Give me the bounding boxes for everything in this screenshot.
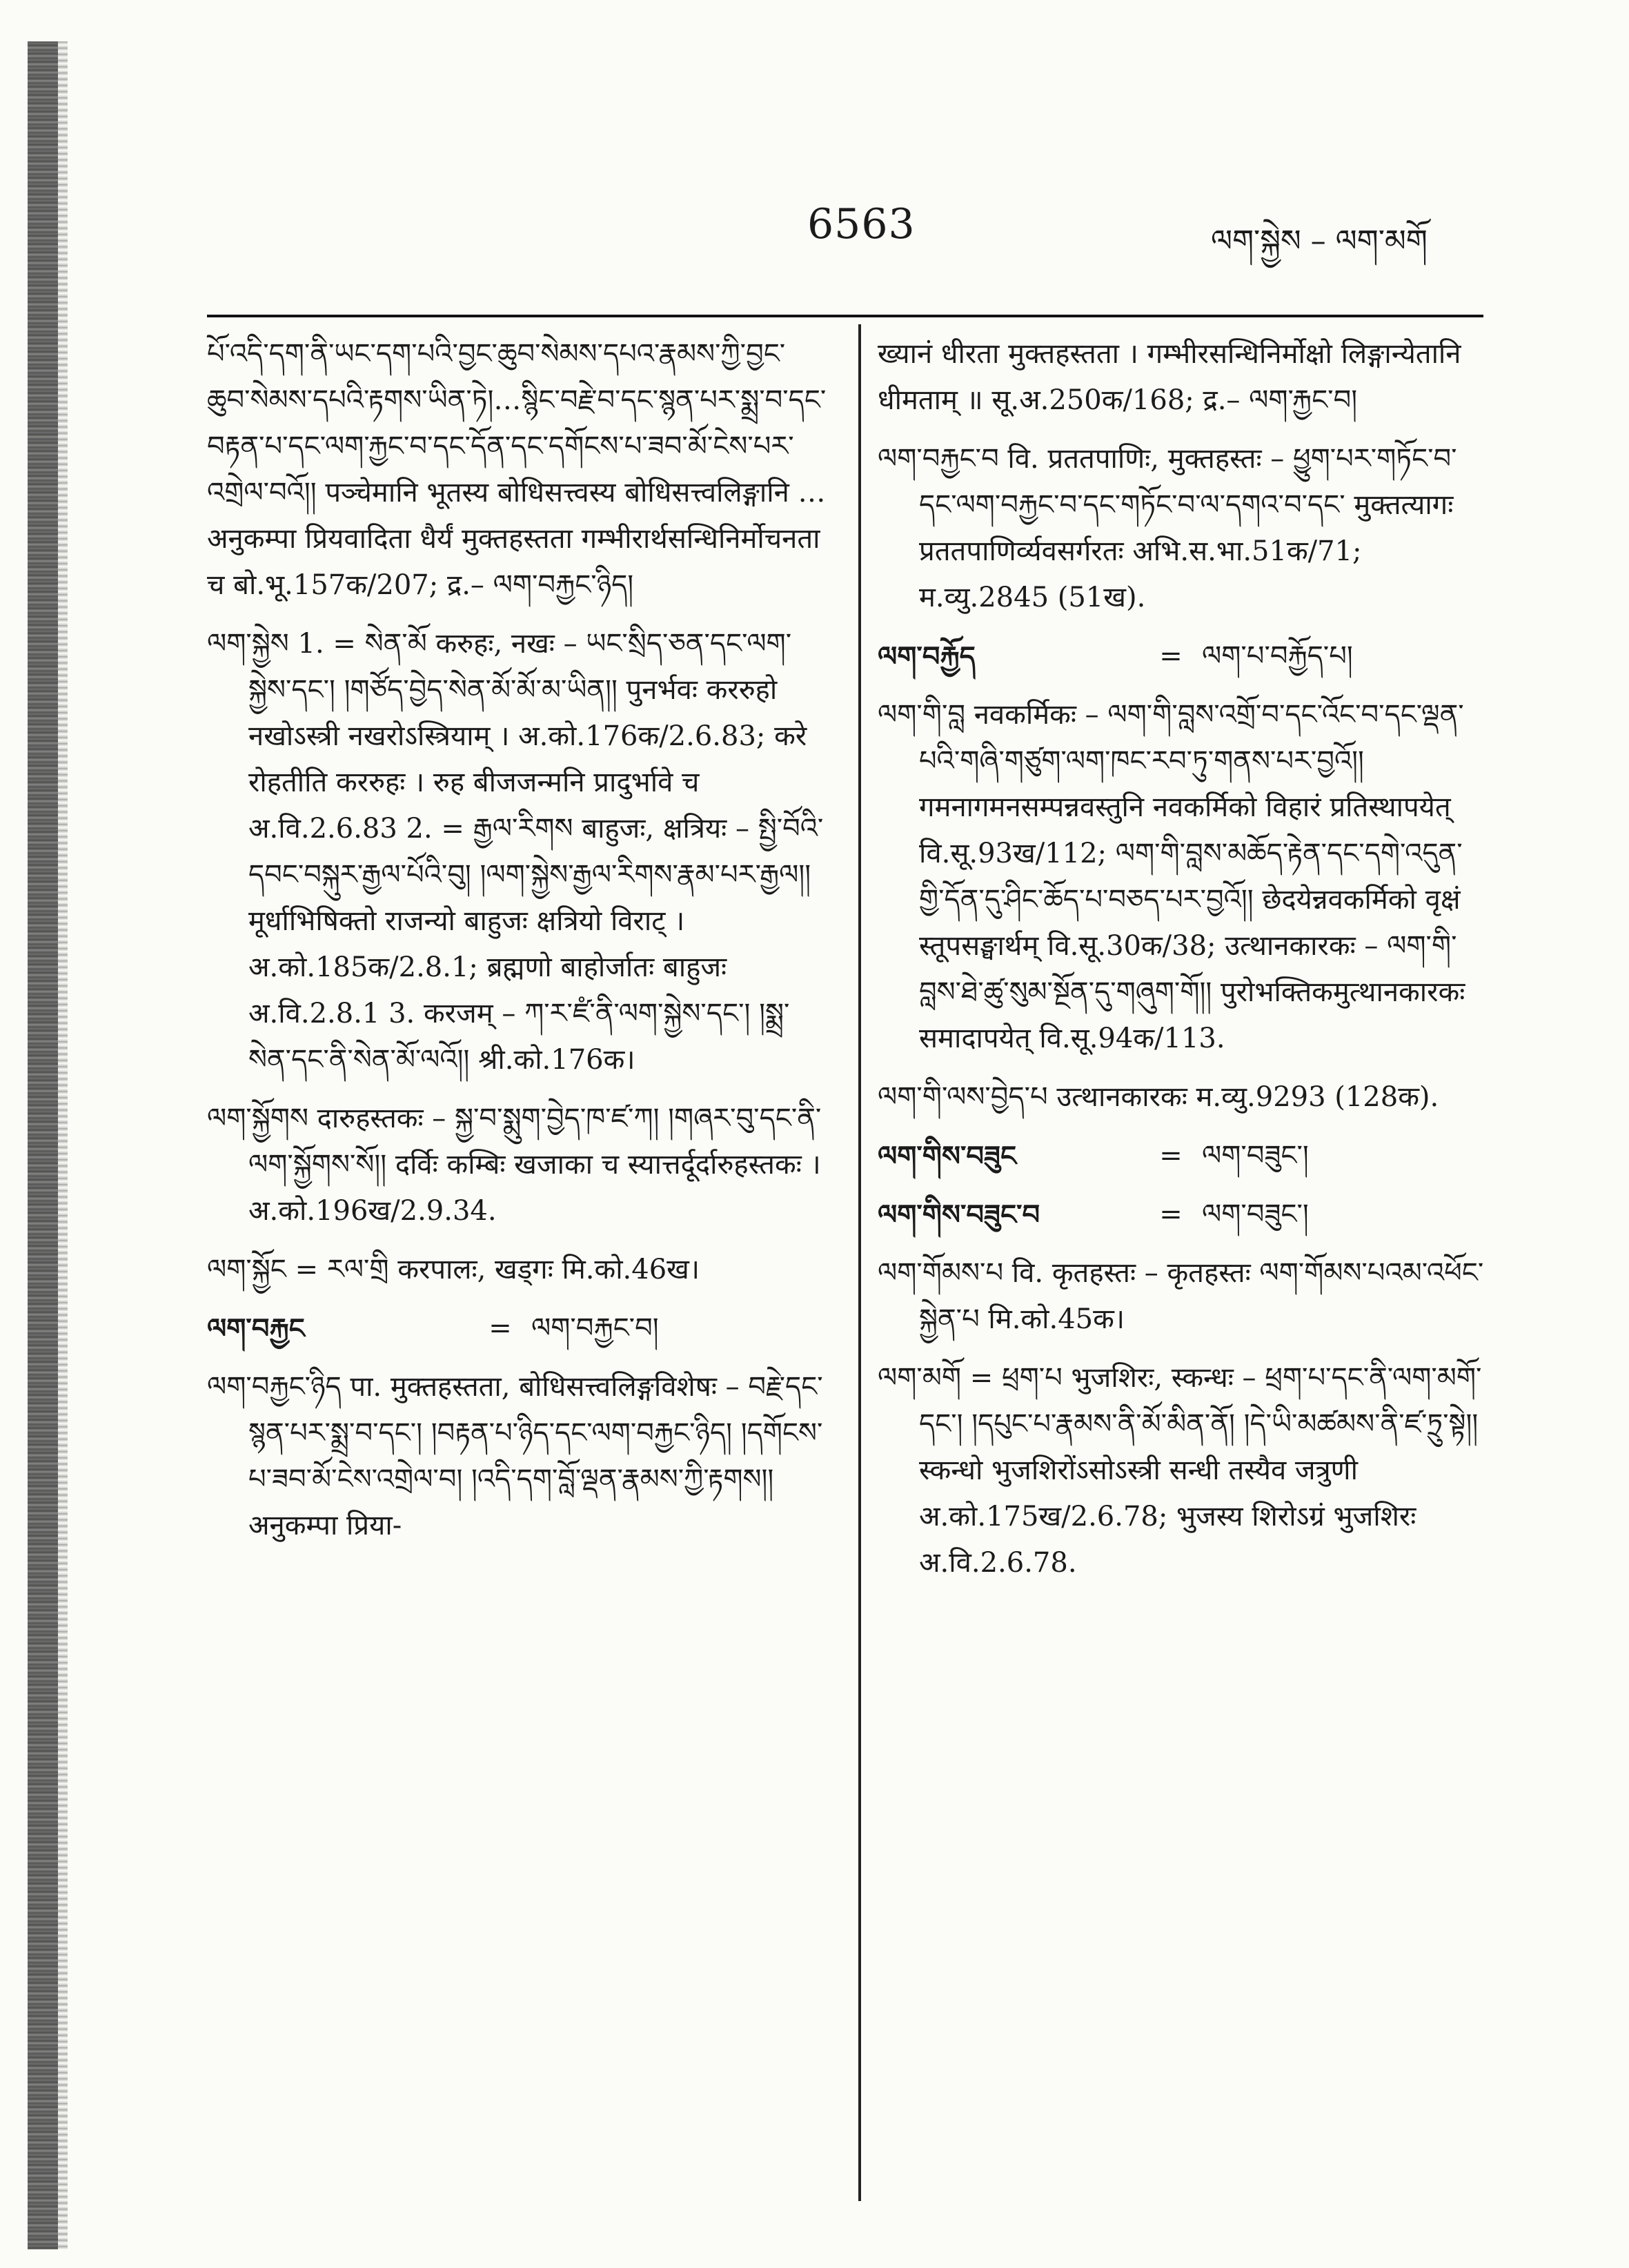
xref-headword: ལག་བརྐྱོད <box>878 640 976 673</box>
running-head: ལག་སྐྱེས – ལག་མགོ <box>1211 224 1428 259</box>
left-column <box>207 331 828 1561</box>
entry-text: ལག་སྐྱེས 1. = སེན་མོ करुहः, नखः – ཡང་སྲིད་ཅན་དང་ལག་སྐྱེས་དང་། །གཙོད་བྱེད་སེན་མོ་མོ་མ་ཡིན།། पुनर्भवः कररुहो नखोऽस्त्री नखरोऽस्त्रियाम् । अ.को.176क/2.6.83; करे रोहतीति कररुहः । रुह बीजजन्मनि प्रादुर्भावे च अ.वि.2.6.83 2. = རྒྱལ་རིགས बाहुजः, क्षत्रियः – སྤྱི་བོའི་དབང་བསྐུར་རྒྱལ་པོའི་བུ། །ལག་སྐྱེས་རྒྱལ་རིགས་རྣམ་པར་རྒྱལ།། मूर्धाभिषिक्तो राजन्यो बाहुजः क्षत्रियो विराट् । अ.को.185क/2.8.1; ब्रह्मणो बाहोर्जातः बाहुजः अ.वि.2.8.1 3. करजम् – ཀ་ར་ཛཾ་ནི་ལག་སྐྱེས་དང་། །སྨྲ་སེན་དང་ནི་སེན་མོ་ལའོ།། श्री.को.176क। <box>207 628 824 1076</box>
entry-text: ལག་མགོ = ཕྲག་པ भुजशिरः, स्कन्धः – ཕྲག་པ་དང་ནི་ལག་མགོ་དང་། །དཔུང་པ་རྣམས་ནི་མོ་མིན་ནོ། །དེ་ཡི་མཚམས་ནི་ཛ་ཏྲུ་སྟེ།། स्कन्धो भुजशिरोंऽसोऽस्त्री सन्धी तस्यैव जत्रुणी अ.को.175ख/2.6.78; भुजस्य शिरोऽग्रं भुजशिरः अ.वि.2.6.78. <box>878 1362 1482 1579</box>
cross-reference-entry <box>878 633 1485 680</box>
entry-text: པོ་འདི་དག་ནི་ཡང་དག་པའི་བྱང་ཆུབ་སེམས་དཔའ་རྣམས་ཀྱི་བྱང་ཆུབ་སེམས་དཔའི་རྟགས་ཡིན་ཏེ།…སྙིང་བརྗེ་བ་དང་སྙན་པར་སྨྲ་བ་དང་བརྟན་པ་དང་ལག་རྐྱང་བ་དང་དོན་དང་དགོངས་པ་ཟབ་མོ་ངེས་པར་འགྲེལ་བའོ།། पञ्चेमानि भूतस्य बोधिसत्त्वस्य बोधिसत्त्वलिङ्गानि …अनुकम्पा प्रियवादिता धैर्यं मुक्तहस्तता गम्भीरार्थसन्धिनिर्मोचनता च बो.भू.157क/207; द्र.– ལག་བརྐྱང་ཉིད། <box>207 338 827 601</box>
book-spine-shadow <box>28 41 58 2249</box>
entry-text: ལག་བརྐྱང་བ वि. प्रततपाणिः, मुक्तहस्तः – ཕྱུག་པར་གཏོང་བ་དང་ལག་བརྐྱང་བ་དང་གཏོང་བ་ལ་དགའ་བ་དང་ मुक्तत्यागः प्रततपाणिर्व्यवसर्गरतः अभि.स.भा.51क/71; म.व्यु.2845 (51ख). <box>878 443 1457 613</box>
right-column <box>878 331 1485 1599</box>
equals-sign: = <box>1159 1199 1183 1230</box>
dictionary-entry <box>878 1355 1485 1586</box>
entry-text: ལག་སྐྱོགས दारुहस्तकः – སྐྱ་བ་སྨུག་བྱེད་ཁ་ཛ་ཀ། །གཞར་བུ་དང་ནི་ལག་སྐྱོགས་སོ།། दर्विः कम्बिः खजाका च स्यात्तर्दूर्दारुहस्तकः । अ.को.196ख/2.9.34. <box>207 1103 822 1227</box>
entry-text: ख्यानं धीरता मुक्तहस्तता । गम्भीरसन्धिनिर्मोक्षो लिङ्गान्येतानि धीमताम् ॥ सू.अ.250क/168; द्र.– ལག་རྐྱང་བ། <box>878 338 1461 416</box>
xref-target: ལག་བཟུང་། <box>1202 1140 1309 1172</box>
cross-reference-entry <box>878 1133 1485 1179</box>
dictionary-entry <box>207 621 828 1083</box>
column-divider <box>858 324 861 2201</box>
xref-headword: ལག་བརྐྱང <box>207 1312 305 1345</box>
equals-sign: = <box>1159 640 1183 672</box>
dictionary-entry <box>207 1364 828 1549</box>
cross-reference-entry <box>207 1305 828 1352</box>
entry-continuation <box>878 331 1485 424</box>
header-rule <box>207 315 1483 317</box>
dictionary-entry <box>878 692 1485 1062</box>
dictionary-entry <box>878 436 1485 621</box>
equals-sign: = <box>1159 1140 1183 1172</box>
dictionary-entry <box>878 1074 1485 1121</box>
equals-sign: = <box>488 1312 512 1344</box>
xref-headword: ལག་གིས་བཟུང <box>878 1140 1017 1172</box>
entry-text: ལག་བརྐྱང་ཉིད पा. मुक्तहस्तता, बोधिसत्त्वलिङ्गविशेषः – བརྗེ་དང་སྙན་པར་སྨྲ་བ་དང་། །བརྟན་པ་ཉིད་དང་ལག་བརྐྱང་ཉིད། །དགོངས་པ་ཟབ་མོ་ངེས་འགྲེལ་བ། །འདི་དག་བློ་ལྡན་རྣམས་ཀྱི་རྟགས།། अनुकम्पा प्रिया- <box>207 1371 823 1541</box>
entry-text: ལག་གི་བླ नवकर्मिकः – ལག་གི་བླས་འགྲོ་བ་དང་འོང་བ་དང་ལྡན་པའི་གཞི་གཙུག་ལག་ཁང་རབ་ཏུ་གནས་པར་བྱའོ།། गमनागमनसम्पन्नवस्तुनि नवकर्मिको विहारं प्रतिस्थापयेत् वि.सू.93ख/112; ལག་གི་བླས་མཆོད་རྟེན་དང་དགེ་འདུན་གྱི་དོན་དུ་ཤིང་ཆོད་པ་བཅད་པར་བྱའོ།། छेदयेन्नवकर्मिको वृक्षं स्तूपसङ्घार्थम् वि.सू.30क/38; उत्थानकारकः – ལག་གི་བླས་ཐེ་ཚུ་སུམ་སྔོན་དུ་གཞུག་གོ།། पुरोभक्तिकमुत्थानकारकः समादापयेत् वि.सू.94क/113. <box>878 699 1465 1054</box>
cross-reference-entry <box>878 1192 1485 1238</box>
entry-text: ལག་གོམས་པ वि. कृतहस्तः – कृतहस्तः ལག་གོམས་པའམ་འཕོང་སྐྱེན་པ मि.को.45क। <box>878 1257 1484 1335</box>
xref-target: ལག་པ་བརྐྱོད་པ། <box>1202 640 1353 672</box>
book-spine-edge <box>58 41 68 2249</box>
xref-headword: ལག་གིས་བཟུང་བ <box>878 1199 1040 1231</box>
xref-target: ལག་བཟུང་། <box>1202 1199 1309 1230</box>
page-number: 6563 <box>807 200 916 248</box>
dictionary-entry <box>878 1250 1485 1343</box>
entry-continuation <box>207 331 828 609</box>
entry-text: ལག་སྐྱོང = རལ་གྲི करपालः, खड्गः मि.को.46ख। <box>207 1254 700 1285</box>
dictionary-entry <box>207 1096 828 1234</box>
entry-text: ལག་གི་ལས་བྱེད་པ उत्थानकारकः म.व्यु.9293 (128क). <box>878 1081 1439 1113</box>
dictionary-entry <box>207 1247 828 1293</box>
xref-target: ལག་བརྐྱང་བ། <box>531 1312 659 1344</box>
